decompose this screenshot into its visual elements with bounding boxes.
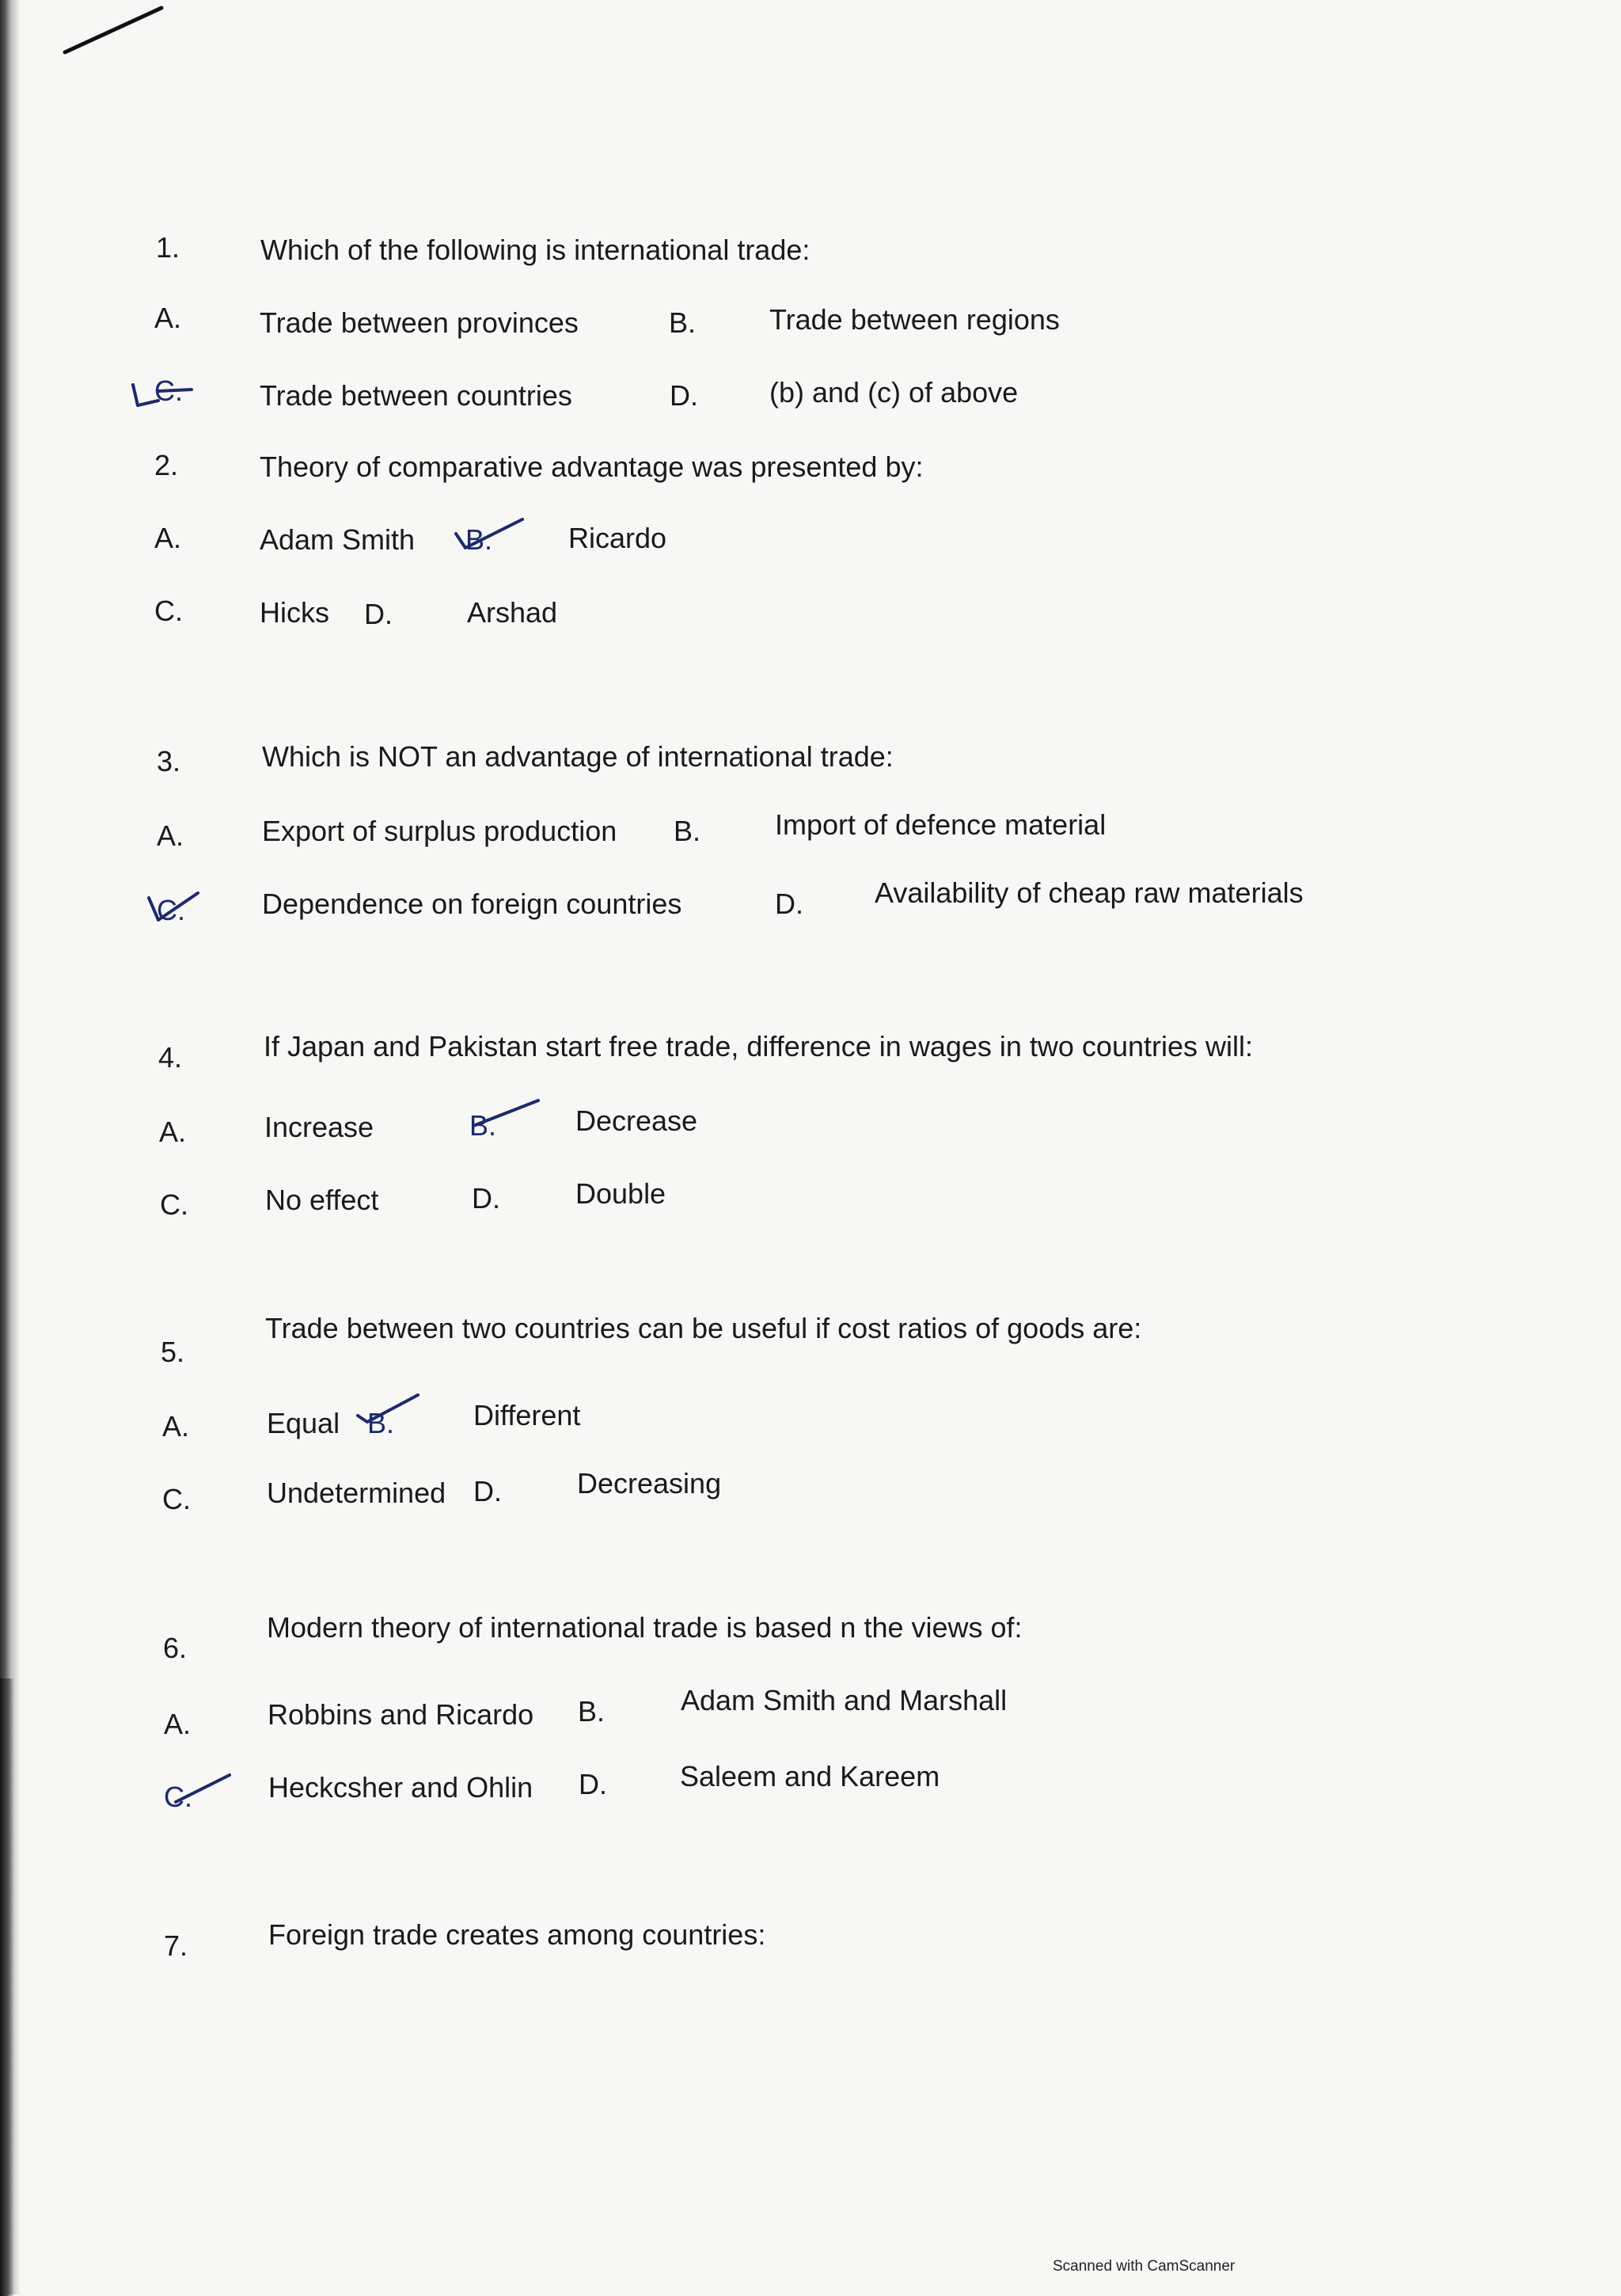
- q2-option-c-label: C.: [154, 595, 183, 627]
- q1-option-a-text: Trade between provinces: [260, 306, 579, 339]
- q4-option-b-text: Decrease: [575, 1104, 698, 1137]
- q5-option-a-text: Equal: [267, 1407, 340, 1439]
- question-2-stem: Theory of comparative advantage was presented by:: [260, 450, 924, 483]
- question-4-stem: If Japan and Pakistan start free trade, difference in wages in two countries will:: [264, 1030, 1253, 1062]
- q3-option-c-label: C.: [157, 894, 185, 926]
- q2-option-c-text: Hicks: [260, 596, 329, 629]
- q4-answer-tick-mark: [465, 1094, 545, 1134]
- q5-option-c-label: C.: [162, 1483, 191, 1515]
- q1-option-a-label: A.: [154, 302, 182, 334]
- q2-option-a-label: A.: [154, 522, 182, 554]
- q2-option-b-label: B.: [465, 523, 493, 556]
- q2-option-d-label: D.: [364, 598, 393, 630]
- q6-answer-tick-mark: [158, 1767, 237, 1815]
- page-binding-shadow: [0, 1678, 14, 2296]
- q6-option-a-label: A.: [164, 1708, 192, 1740]
- q4-option-b-label: B.: [469, 1109, 497, 1142]
- q6-option-c-label: C.: [164, 1781, 192, 1813]
- q6-option-c-text: Heckcsher and Ohlin: [268, 1771, 533, 1804]
- q3-answer-tick-mark: [142, 885, 206, 933]
- q4-option-c-text: No effect: [265, 1184, 379, 1216]
- question-1-number: 1.: [156, 231, 180, 264]
- question-6-number: 6.: [163, 1632, 188, 1664]
- q3-option-b-label: B.: [674, 815, 701, 847]
- q1-option-b-text: Trade between regions: [769, 303, 1060, 336]
- q3-option-d-text: Availability of cheap raw materials: [875, 876, 1304, 909]
- question-5-stem: Trade between two countries can be useful if cost ratios of goods are:: [265, 1312, 1142, 1344]
- question-4-number: 4.: [158, 1041, 183, 1074]
- q4-option-c-label: C.: [160, 1188, 188, 1221]
- question-5-number: 5.: [161, 1336, 185, 1368]
- q6-option-b-label: B.: [578, 1695, 606, 1728]
- q4-option-d-label: D.: [472, 1182, 500, 1215]
- q4-option-a-label: A.: [159, 1116, 187, 1148]
- q2-option-b-text: Ricardo: [568, 522, 667, 554]
- question-7-number: 7.: [164, 1929, 188, 1962]
- q6-option-d-label: D.: [579, 1768, 607, 1800]
- q2-option-d-text: Arshad: [467, 596, 558, 629]
- q3-option-a-text: Export of surplus production: [262, 815, 617, 847]
- question-1-stem: Which of the following is international trade:: [260, 234, 810, 266]
- question-6-stem: Modern theory of international trade is based n the views of:: [267, 1611, 1023, 1644]
- q5-option-d-text: Decreasing: [577, 1467, 722, 1500]
- q3-option-a-label: A.: [157, 819, 184, 852]
- question-3-number: 3.: [157, 745, 181, 777]
- scanner-watermark: Scanned with CamScanner: [1053, 2258, 1236, 2275]
- q1-option-b-label: B.: [669, 306, 697, 339]
- q1-option-d-text: (b) and (c) of above: [769, 376, 1019, 409]
- q1-option-c-text: Trade between countries: [260, 379, 572, 412]
- q6-option-b-text: Adam Smith and Marshall: [681, 1684, 1008, 1716]
- q5-option-b-label: B.: [367, 1407, 395, 1439]
- q3-option-d-label: D.: [775, 888, 803, 920]
- question-3-stem: Which is NOT an advantage of international trade:: [262, 740, 894, 773]
- q5-option-d-label: D.: [473, 1475, 502, 1507]
- q4-option-a-text: Increase: [264, 1111, 374, 1143]
- q2-answer-tick-mark: [451, 513, 530, 561]
- q1-answer-tick-mark: [127, 374, 198, 413]
- q5-answer-tick-mark: [353, 1389, 424, 1436]
- q1-option-d-label: D.: [670, 379, 698, 412]
- q5-option-c-text: Undetermined: [267, 1477, 446, 1509]
- q5-option-a-label: A.: [162, 1410, 190, 1443]
- q6-option-a-text: Robbins and Ricardo: [268, 1698, 534, 1731]
- question-7-stem: Foreign trade creates among countries:: [268, 1918, 766, 1951]
- q3-option-b-text: Import of defence material: [775, 808, 1107, 841]
- q6-option-d-text: Saleem and Kareem: [680, 1760, 940, 1792]
- q2-option-a-text: Adam Smith: [260, 523, 416, 556]
- q1-option-c-label: C.: [154, 374, 183, 407]
- q4-option-d-text: Double: [575, 1177, 666, 1210]
- q3-option-c-text: Dependence on foreign countries: [262, 888, 682, 920]
- question-2-number: 2.: [154, 449, 179, 481]
- pen-stroke-mark: [55, 0, 174, 63]
- q5-option-b-text: Different: [473, 1399, 581, 1431]
